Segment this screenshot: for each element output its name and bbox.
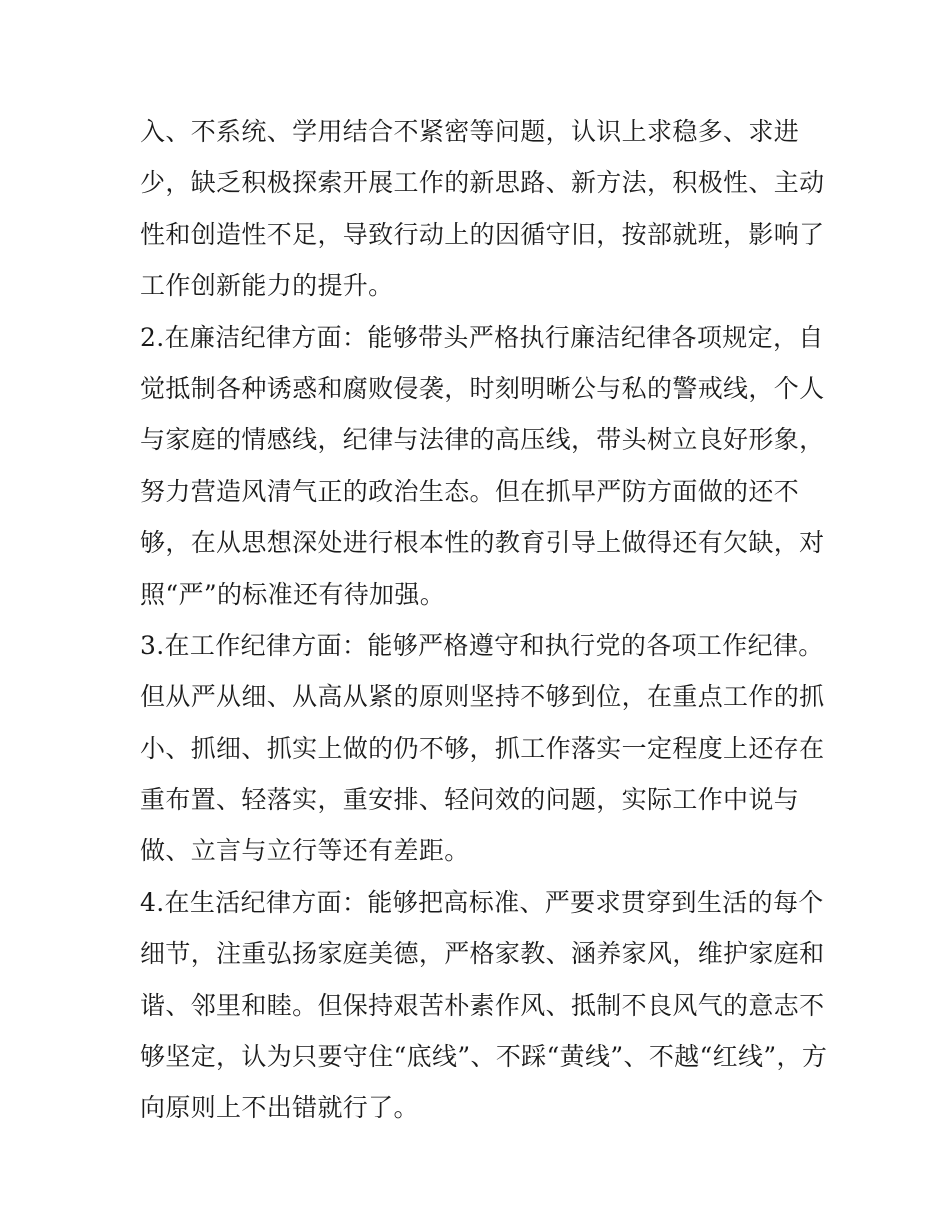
text-line: 入、不系统、学用结合不紧密等问题，认识上求稳多、求进: [140, 117, 800, 146]
text-line: 努力营造风清气正的政治生态。但在抓早严防方面做的还不: [140, 476, 800, 506]
text-line: 重布置、轻落实，重安排、轻问效的问题，实际工作中说与: [140, 785, 800, 815]
text-line: 向原则上不出错就行了。: [140, 1093, 419, 1123]
text-line: 但从严从细、从高从紧的原则坚持不够到位，在重点工作的抓: [140, 682, 825, 712]
text-line: 照“严”的标准还有待加强。: [140, 579, 446, 609]
text-line: 觉抵制各种诱惑和腐败侵袭，时刻明晰公与私的警戒线，个人: [140, 373, 825, 403]
body-text: [140, 106, 828, 1134]
text-line: 与家庭的情感线，纪律与法律的高压线，带头树立良好形象，: [140, 425, 825, 455]
text-line: 少，缺乏积极探索开展工作的新思路、新方法，积极性、主动: [140, 168, 825, 198]
section-4-heading-line: 4.在生活纪律方面：能够把高标准、严要求贯穿到生活的每个: [140, 887, 824, 917]
section-3-heading-line: 3.在工作纪律方面：能够严格遵守和执行党的各项工作纪律。: [140, 630, 824, 660]
text-line: 细节，注重弘扬家庭美德，严格家教、涵养家风，维护家庭和: [140, 939, 825, 969]
text-line: 小、抓细、抓实上做的仍不够，抓工作落实一定程度上还存在: [140, 733, 825, 763]
text-line: 性和创造性不足，导致行动上的因循守旧，按部就班，影响了: [140, 219, 825, 249]
text-line: 谐、邻里和睦。但保持艰苦朴素作风、抵制不良风气的意志不: [140, 990, 825, 1020]
text-line: 够，在从思想深处进行根本性的教育引导上做得还有欠缺，对: [140, 528, 825, 558]
text-line: 够坚定，认为只要守住“底线”、不踩“黄线”、不越“红线”，方: [140, 1042, 828, 1072]
section-2-heading-line: 2.在廉洁纪律方面：能够带头严格执行廉洁纪律各项规定，自: [140, 322, 824, 352]
text-line: 工作创新能力的提升。: [140, 271, 394, 301]
text-line: 做、立言与立行等还有差距。: [140, 836, 470, 866]
